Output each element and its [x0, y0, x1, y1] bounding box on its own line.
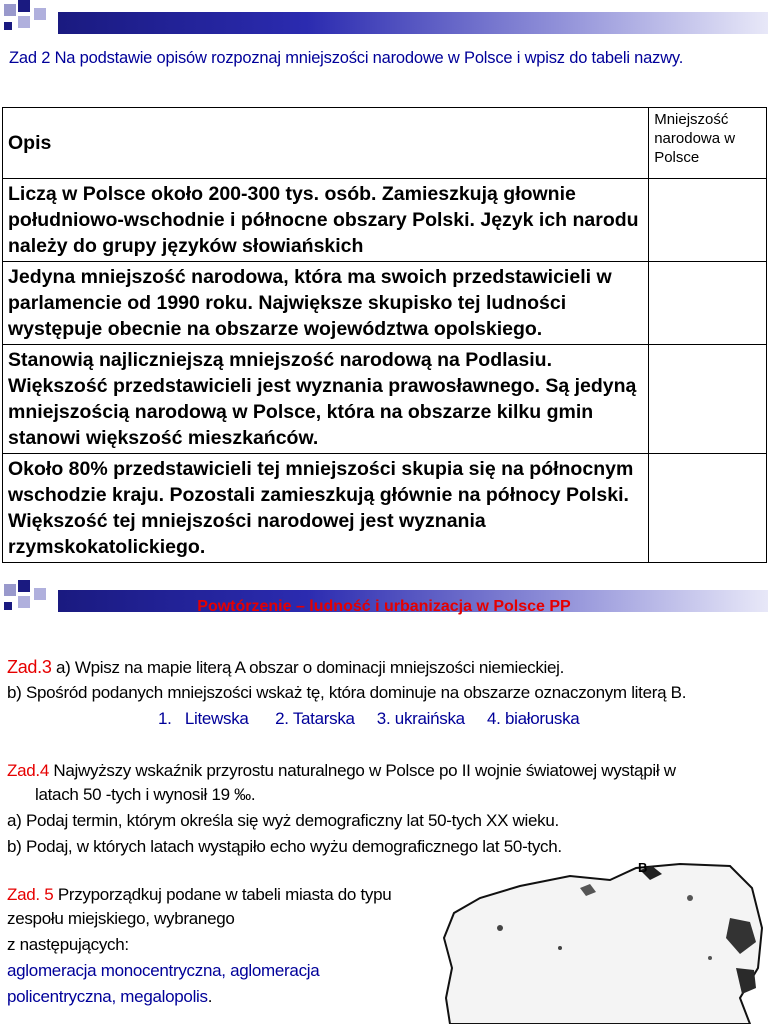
- task-4-text: Najwyższy wskaźnik przyrostu naturalnego w Polsce po II wojnie światowej wystąpił w: [48, 761, 676, 780]
- row-description: Jedyna mniejszość narodowa, która ma swoich przedstawicieli w parlamencie od 1990 roku. Największe skupisko tej ludności występuje obecnie na obszarze województwa opolskiego.: [3, 262, 649, 345]
- map-dot: [687, 895, 693, 901]
- map-dot: [497, 925, 503, 931]
- poland-map[interactable]: [440, 858, 768, 1024]
- task-3-options: 1. Litewska 2. Tatarska 3. ukraińska 4. białoruska: [158, 709, 580, 728]
- task-5-text: Przyporządkuj podane w tabeli miasta do typu: [53, 885, 392, 904]
- task-3-line-a: [7, 656, 564, 679]
- row-description: Stanowią najliczniejszą mniejszość narodową na Podlasiu. Większość przedstawicieli jest wyznania prawosławnego. Są jedyną mniejszością narodową w Polsce, która na obszarze kilku gmin stanowi większość mieszkańców.: [3, 345, 649, 454]
- task-4-question-a: a) Podaj termin, którym określa się wyż demograficzny lat 50-tych XX wieku.: [7, 811, 559, 830]
- row-description: Liczą w Polsce około 200-300 tys. osób. Zamieszkują głownie południowo-wschodnie i północne obszary Polski. Język ich narodu należy do grupy języków słowiańskich: [3, 179, 649, 262]
- task-5-line-2: zespołu miejskiego, wybranego: [7, 909, 235, 928]
- task-4-line-1: [7, 760, 676, 782]
- slide-title: Powtórzenie – ludność i urbanizacja w Polsce PP: [197, 598, 571, 615]
- task-5-types-line-1: aglomeracja monocentryczna, aglomeracja: [7, 961, 320, 980]
- task-5-line-1: [7, 884, 391, 906]
- table-row: [3, 454, 767, 563]
- slide-2: [0, 576, 768, 1024]
- map-dot: [558, 946, 562, 950]
- minorities-table: [2, 107, 767, 563]
- table-row: [3, 179, 767, 262]
- table-row: [3, 262, 767, 345]
- task-4-line-2: latach 50 -tych i wynosił 19 ‰.: [35, 785, 256, 804]
- map-dot: [708, 956, 712, 960]
- map-letter-b: B: [638, 860, 648, 875]
- slide-logo: [0, 0, 60, 40]
- task-2-heading: Zad 2 Na podstawie opisów rozpoznaj mniejszości narodowe w Polsce i wpisz do tabeli nazwy.: [9, 49, 684, 67]
- row-description: Około 80% przedstawicieli tej mniejszości skupia się na północnym wschodzie kraju. Pozostali zamieszkują głównie na północy Polski. Większość tej mniejszości narodowej jest wyznania rzymskokatolickiego.: [3, 454, 649, 563]
- task-5-label: Zad. 5: [7, 885, 54, 904]
- task-3-question-a: a) Wpisz na mapie literą A obszar o dominacji mniejszości niemieckiej.: [51, 658, 565, 677]
- answer-cell[interactable]: [649, 262, 767, 345]
- task-5-types-line-2: policentryczna, megalopolis.: [7, 987, 213, 1006]
- table-header-row: [3, 108, 767, 179]
- answer-cell[interactable]: [649, 454, 767, 563]
- task-4-question-b: b) Podaj, w których latach wystąpiło echo wyżu demograficznego lat 50-tych.: [7, 837, 562, 856]
- map-outline: [444, 864, 762, 1024]
- task-3-label: Zad.3: [7, 657, 52, 677]
- task-5-line-3: z następujących:: [7, 935, 129, 954]
- answer-cell[interactable]: [649, 345, 767, 454]
- task-3-question-b: b) Spośród podanych mniejszości wskaż tę, która dominuje na obszarze oznaczonym literą B.: [7, 683, 687, 702]
- table-row: [3, 345, 767, 454]
- column-header-description: Opis: [3, 108, 649, 179]
- task-4-label: Zad.4: [7, 761, 49, 780]
- column-header-answer: Mniejszość narodowa w Polsce: [649, 108, 767, 179]
- header-bar: [58, 12, 768, 34]
- answer-cell[interactable]: [649, 179, 767, 262]
